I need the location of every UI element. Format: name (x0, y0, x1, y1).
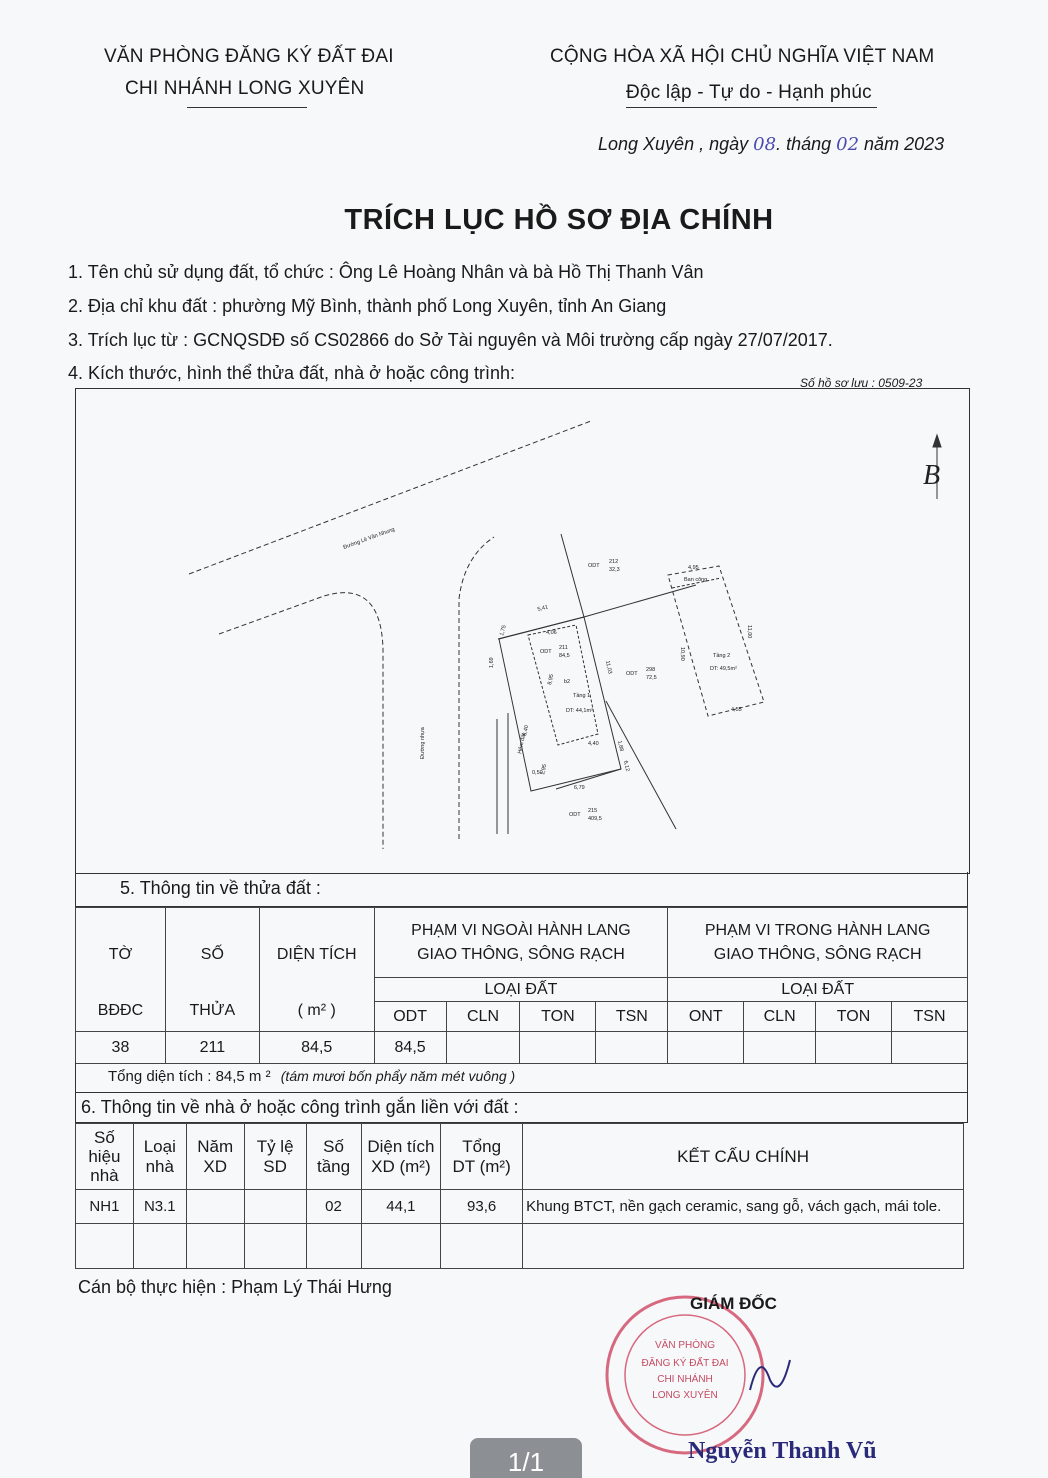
dim-6: 8,40 (522, 724, 531, 737)
parcel212-code: ODT (588, 563, 600, 569)
agency-underline (187, 107, 307, 108)
cell-sohieu: NH1 (76, 1190, 134, 1224)
svg-text:LONG XUYÊN: LONG XUYÊN (652, 1390, 718, 1401)
parcel-212-bottom (498, 585, 696, 639)
col-tsn-outer: TSN (596, 1002, 668, 1032)
cell-dientich: 84,5 (259, 1032, 374, 1064)
svg-text:VĂN PHÒNG: VĂN PHÒNG (654, 1340, 716, 1351)
parcel215-num: 215 (588, 808, 598, 814)
cell-tyle (244, 1190, 306, 1224)
extract-line: 3. Trích lục từ : GCNQSDĐ số CS02866 do Sở Tài nguyên và Môi trường cấp ngày 27/07/2017. (68, 330, 833, 350)
dim-8: 1,95 (540, 763, 549, 776)
parcel215-area: 409,5 (588, 816, 602, 822)
alley-label: Hẻm đất (517, 732, 528, 755)
table-row (76, 1032, 968, 1064)
h-ketcau: KẾT CẤU CHÍNH (523, 1124, 964, 1190)
floor1-area: DT: 44,1m² (566, 708, 593, 714)
page-indicator[interactable]: 1/1 (470, 1438, 582, 1478)
road1-label: Đường Lê Văn Nhung (342, 526, 396, 551)
national-motto: Độc lập - Tự do - Hạnh phúc (626, 82, 872, 103)
floor1-outline (528, 625, 598, 745)
road-edge-curve-right (459, 537, 494, 839)
dim-2: 1,69 (489, 657, 495, 668)
col-thua-header: THỬA (165, 1002, 259, 1032)
outer-corridor-header: PHẠM VI NGOÀI HÀNH LANG GIAO THÔNG, SÔNG RẠCH (374, 908, 668, 978)
officer-line: Cán bộ thực hiện : Phạm Lý Thái Hưng (78, 1277, 392, 1297)
col-ton-outer: TON (520, 1002, 596, 1032)
h-sohieu: Số hiệu nhà (76, 1124, 134, 1190)
cell-so: 211 (165, 1032, 259, 1064)
national-title: CỘNG HÒA XÃ HỘI CHỦ NGHĨA VIỆT NAM (550, 46, 935, 67)
col-cln-inner: CLN (744, 1002, 816, 1032)
svg-text:ĐĂNG KÝ ĐẤT ĐAI: ĐĂNG KÝ ĐẤT ĐAI (641, 1358, 729, 1369)
cell-to: 38 (76, 1032, 166, 1064)
sec6-heading: 6. Thông tin về nhà ở hoặc công trình gắn liền với đất : (81, 1097, 519, 1117)
motto-underline (626, 107, 877, 108)
col-so-header: SỐ (165, 908, 259, 1002)
dimensions-line: 4. Kích thước, hình thể thửa đất, nhà ở hoặc công trình: (68, 363, 515, 383)
col-bddc-header: BĐĐC (76, 1002, 166, 1032)
h-dtxd: Diện tích XD (m²) (361, 1124, 441, 1190)
north-label: B (923, 460, 941, 491)
parcel212-area: 32,3 (609, 567, 620, 573)
h-sotang: Số tầng (306, 1124, 361, 1190)
parcel211-code: ODT (540, 649, 552, 655)
parcel211-area: 84,5 (559, 653, 570, 659)
parcel-map (75, 388, 970, 874)
col-tsn-inner: TSN (892, 1002, 968, 1032)
dim-0: 5,41 (536, 604, 549, 613)
road-edge-curve-left (219, 593, 383, 849)
parcel298-area: 72,5 (646, 675, 657, 681)
cell-nam (186, 1190, 244, 1224)
agency-branch: CHI NHÁNH LONG XUYÊN (125, 78, 365, 99)
h-tyle: Tỷ lệ SD (244, 1124, 306, 1190)
agency-name: VĂN PHÒNG ĐĂNG KÝ ĐẤT ĐAI (104, 46, 394, 67)
building-info-table (75, 1123, 964, 1269)
north-arrow-head (933, 435, 941, 447)
h-nam: Năm XD (186, 1124, 244, 1190)
col-cln-outer: CLN (446, 1002, 520, 1032)
road2-label: Đường nhựa (420, 727, 426, 759)
cell-loai: N3.1 (133, 1190, 186, 1224)
dim-4: 11,03 (604, 660, 613, 675)
h-loai: Loại nhà (133, 1124, 186, 1190)
director-name: Nguyễn Thanh Vũ (688, 1438, 877, 1464)
road-edge-top (189, 421, 591, 574)
col-to-header: TỜ (76, 908, 166, 1002)
cell-tongdt: 93,6 (441, 1190, 523, 1224)
parcel212-num: 212 (609, 559, 619, 565)
outer-landtype-header: LOẠI ĐẤT (374, 978, 668, 1002)
parcel-212-left (561, 534, 584, 617)
parcel215-code: ODT (569, 812, 581, 818)
cell-dtxd: 44,1 (361, 1190, 441, 1224)
dim-10: 1,88 (616, 740, 625, 752)
dim-16: 10,90 (679, 647, 685, 661)
inner-landtype-header: LOẠI ĐẤT (668, 978, 968, 1002)
address-line: 2. Địa chỉ khu đất : phường Mỹ Bình, thành phố Long Xuyên, tỉnh An Giang (68, 296, 667, 316)
cell-odt: 84,5 (374, 1032, 446, 1064)
dim-14: 4,95 (688, 565, 699, 571)
table-row (76, 1190, 964, 1224)
cell-sotang: 02 (306, 1190, 361, 1224)
floor2-label: Tầng 2 (713, 653, 731, 659)
document-title: TRÍCH LỤC HỒ SƠ ĐỊA CHÍNH (344, 204, 774, 236)
parcel-215-top (556, 769, 621, 789)
parcel-info-table (75, 907, 968, 1064)
house-id-label: b2 (564, 679, 571, 685)
dim-13: 4,55 (731, 707, 742, 713)
document-date: Long Xuyên , ngày 08. tháng 02 năm 2023 (598, 134, 945, 155)
balcony-label: Ban công (684, 577, 708, 583)
col-odt: ODT (374, 1002, 446, 1032)
dim-15: 11,00 (746, 625, 752, 639)
floor1-label: Tầng 1 (573, 693, 591, 699)
dim-12: 4,40 (588, 741, 599, 747)
total-area: Tổng diện tích : 84,5 m ² (tám mươi bốn phẩy năm mét vuông ) (108, 1068, 516, 1085)
parcel-211 (499, 617, 621, 791)
col-m2-header: ( m² ) (259, 1002, 374, 1032)
parcel298-code: ODT (626, 671, 638, 677)
inner-corridor-header: PHẠM VI TRONG HÀNH LANG GIAO THÔNG, SÔNG RẠCH (668, 908, 968, 978)
dim-1: 1,75 (499, 624, 508, 637)
parcel211-num: 211 (559, 645, 568, 651)
dim-7: 0,50 (532, 770, 543, 776)
parcel-215-divider (606, 701, 676, 829)
director-title: GIÁM ĐỐC (690, 1294, 777, 1313)
h-tongdt: Tổng DT (m²) (441, 1124, 523, 1190)
sec5-heading: 5. Thông tin về thửa đất : (120, 878, 321, 898)
col-dientich-header: DIỆN TÍCH (259, 908, 374, 1002)
dim-11: 6,12 (622, 760, 631, 772)
file-number: Số hồ sơ lưu : 0509-23 (800, 376, 923, 390)
dim-3: 4,06 (546, 630, 557, 636)
dim-5: 8,95 (547, 673, 556, 686)
floor2-area: DT: 49,5m² (710, 666, 737, 672)
cell-ketcau: Khung BTCT, nền gạch ceramic, sang gỗ, vách gạch, mái tole. (523, 1190, 964, 1224)
svg-text:CHI NHÁNH: CHI NHÁNH (657, 1374, 713, 1385)
col-ont: ONT (668, 1002, 744, 1032)
col-ton-inner: TON (816, 1002, 892, 1032)
dim-9: 6,79 (574, 785, 585, 791)
owner-line: 1. Tên chủ sử dụng đất, tổ chức : Ông Lê Hoàng Nhân và bà Hồ Thị Thanh Vân (68, 262, 704, 282)
parcel-map-drawing (76, 389, 969, 873)
signature-scribble (740, 1340, 820, 1400)
parcel298-num: 298 (646, 667, 656, 673)
